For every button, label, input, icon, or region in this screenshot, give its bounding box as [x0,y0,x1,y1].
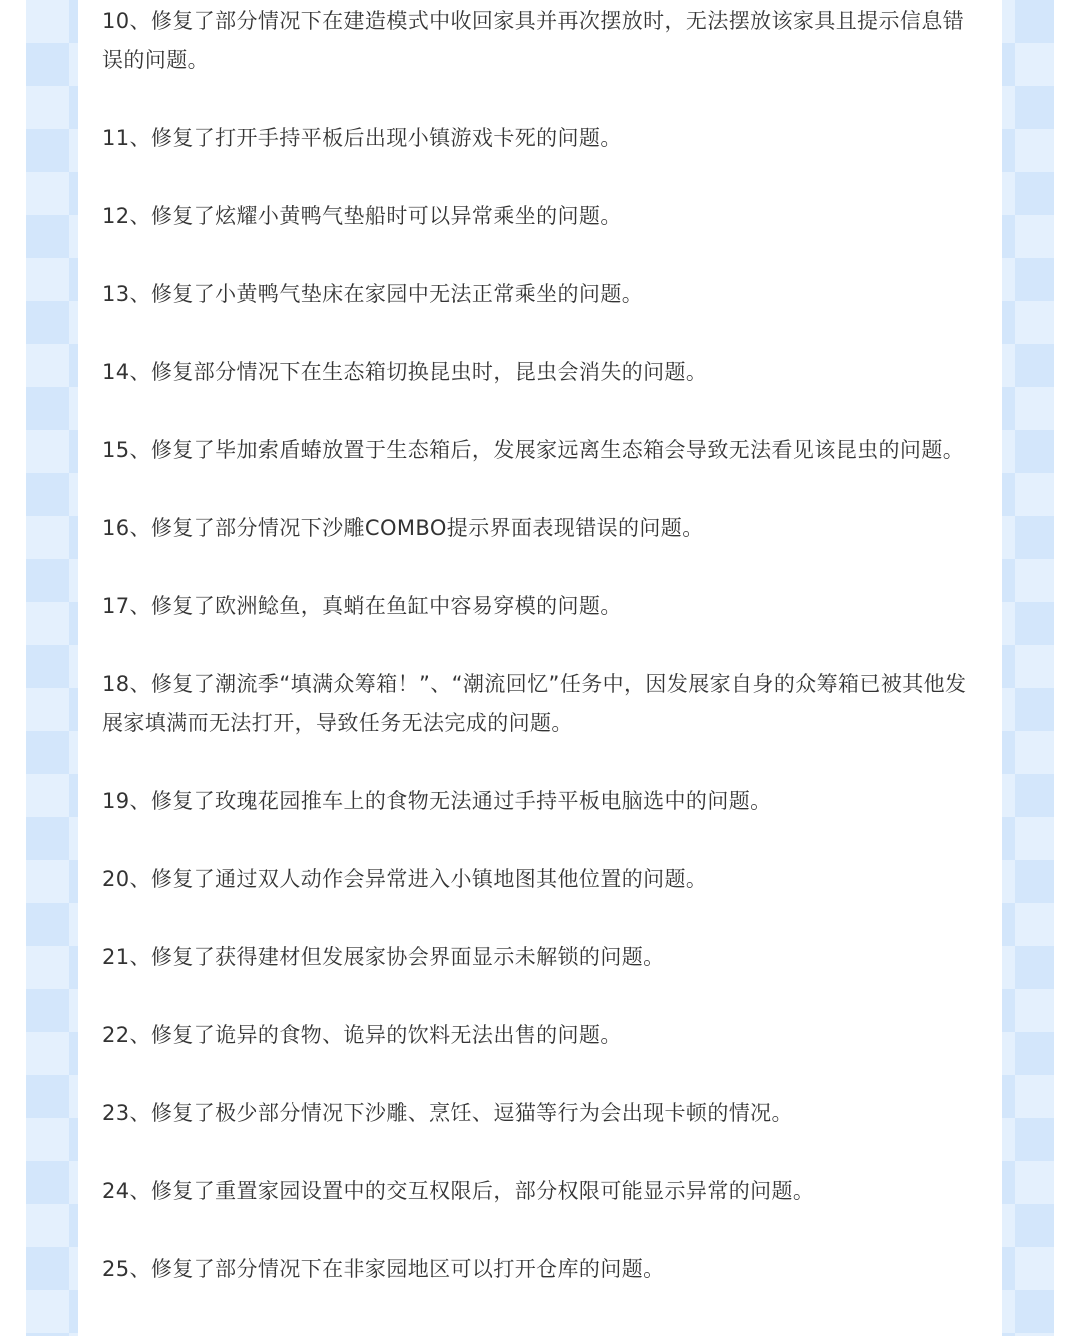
list-item: 15、修复了毕加索盾蝽放置于生态箱后，发展家远离生态箱会导致无法看见该昆虫的问题。 [102,438,965,462]
list-item: 10、修复了部分情况下在建造模式中收回家具并再次摆放时，无法摆放该家具且提示信息错误的问题。 [102,9,965,72]
list-item: 16、修复了部分情况下沙雕COMBO提示界面表现错误的问题。 [102,516,704,540]
list-item: 17、修复了欧洲鲶鱼，真蛸在鱼缸中容易穿模的问题。 [102,594,622,618]
list-item: 11、修复了打开手持平板后出现小镇游戏卡死的问题。 [102,126,622,150]
list-item: 14、修复部分情况下在生态箱切换昆虫时，昆虫会消失的问题。 [102,360,708,384]
list-item: 18、修复了潮流季“填满众筹箱！”、“潮流回忆”任务中，因发展家自身的众筹箱已被其他发展家填满而无法打开，导致任务无法完成的问题。 [102,672,967,735]
patch-notes-list [102,2,982,1328]
list-item: 22、修复了诡异的食物、诡异的饮料无法出售的问题。 [102,1023,622,1047]
list-item: 20、修复了通过双人动作会异常进入小镇地图其他位置的问题。 [102,867,708,891]
list-item: 19、修复了玫瑰花园推车上的食物无法通过手持平板电脑选中的问题。 [102,789,772,813]
list-item: 21、修复了获得建材但发展家协会界面显示未解锁的问题。 [102,945,665,969]
list-item: 12、修复了炫耀小黄鸭气垫船时可以异常乘坐的问题。 [102,204,622,228]
list-item: 24、修复了重置家园设置中的交互权限后，部分权限可能显示异常的问题。 [102,1179,815,1203]
list-item: 13、修复了小黄鸭气垫床在家园中无法正常乘坐的问题。 [102,282,644,306]
list-item: 25、修复了部分情况下在非家园地区可以打开仓库的问题。 [102,1257,665,1281]
list-item: 23、修复了极少部分情况下沙雕、烹饪、逗猫等行为会出现卡顿的情况。 [102,1101,793,1125]
